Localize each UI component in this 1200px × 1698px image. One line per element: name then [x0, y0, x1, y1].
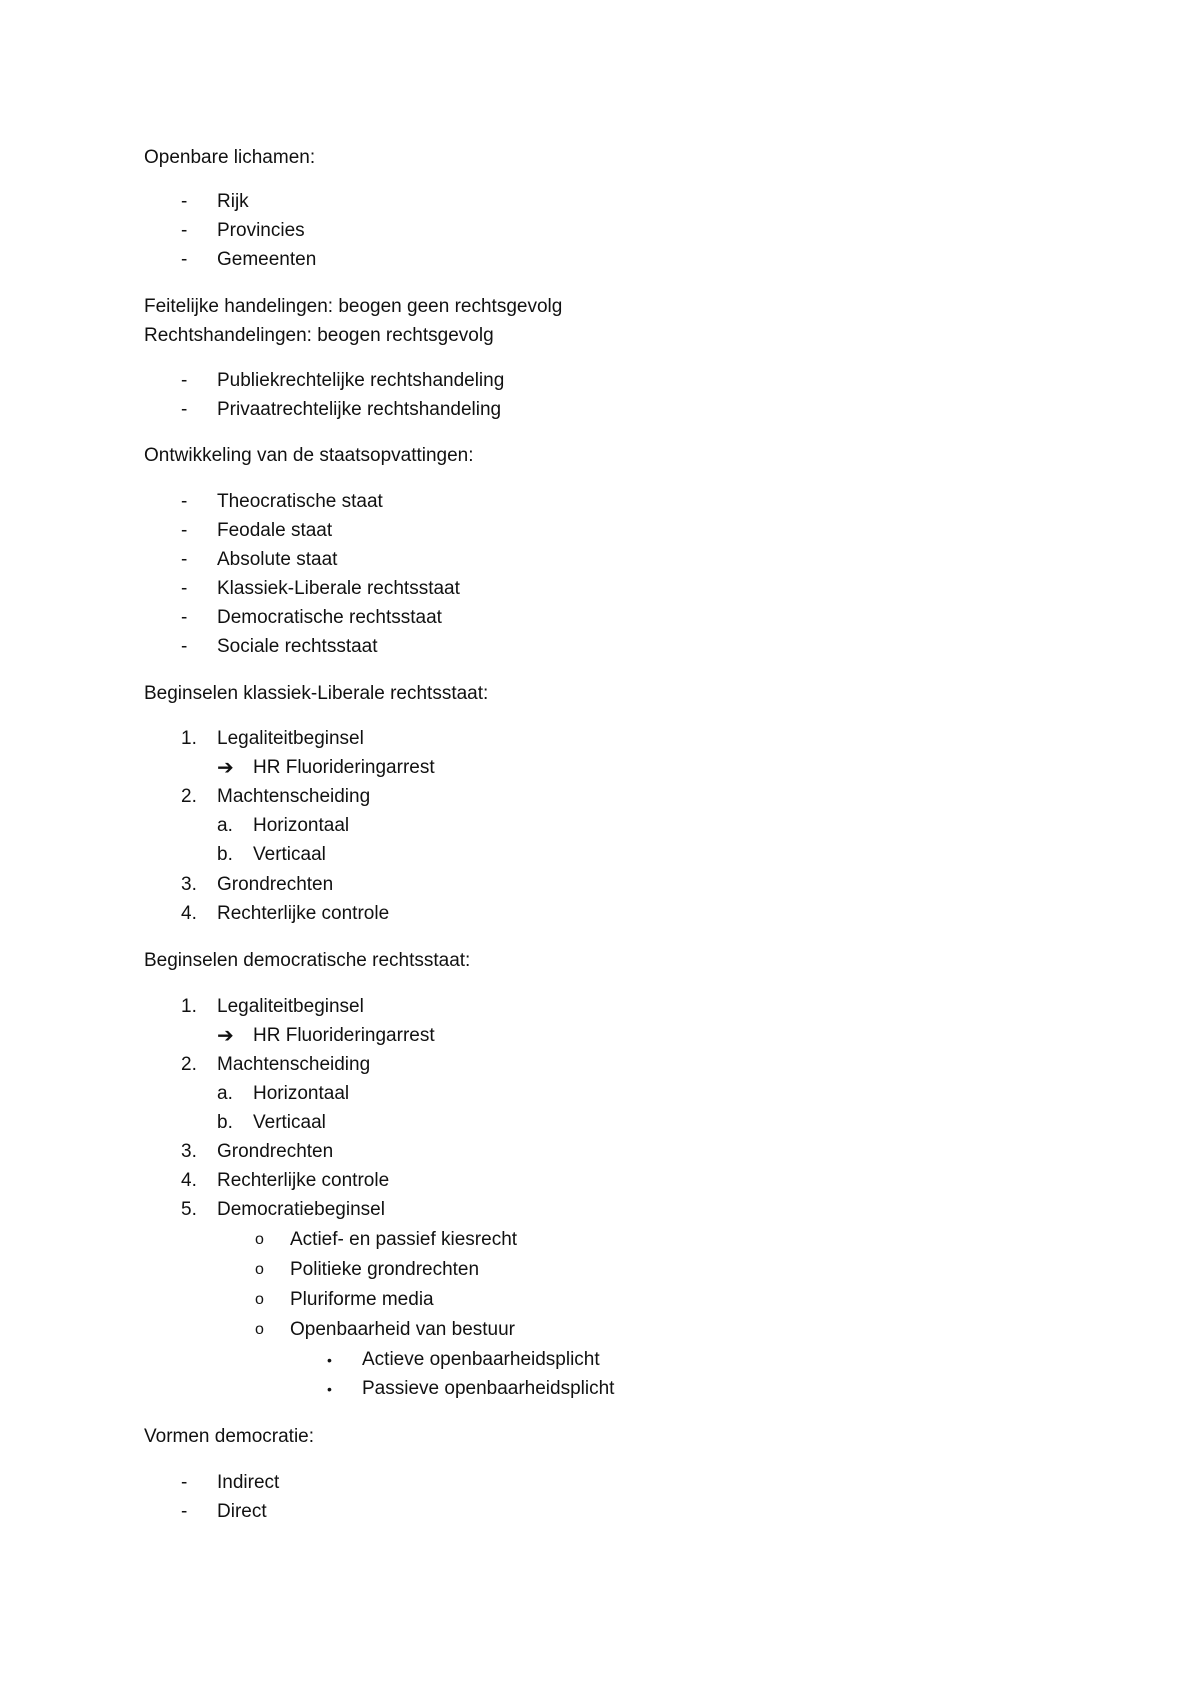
list-item: Grondrechten — [217, 874, 334, 895]
circle-bullet-icon: o — [255, 1231, 264, 1248]
dash-marker: - — [181, 549, 188, 570]
list-item: Absolute staat — [217, 549, 338, 570]
section-heading: Beginselen klassiek-Liberale rechtsstaat: — [144, 683, 489, 704]
paragraph-line: Rechtshandelingen: beogen rechtsgevolg — [144, 325, 494, 346]
list-item: Democratische rechtsstaat — [217, 607, 442, 628]
section-heading: Beginselen democratische rechtsstaat: — [144, 950, 471, 971]
dash-marker: - — [181, 1472, 188, 1493]
list-subitem: Openbaarheid van bestuur — [290, 1319, 515, 1340]
list-subitem: Passieve openbaarheidsplicht — [362, 1378, 615, 1399]
list-subitem: Actieve openbaarheidsplicht — [362, 1349, 600, 1370]
number-marker: 4. — [181, 903, 197, 924]
number-marker: 3. — [181, 874, 197, 895]
letter-marker: a. — [217, 1083, 233, 1104]
list-subitem: HR Fluorideringarrest — [253, 757, 435, 778]
list-item: Democratiebeginsel — [217, 1199, 385, 1220]
letter-marker: a. — [217, 815, 233, 836]
dash-marker: - — [181, 370, 188, 391]
bullet-icon: • — [327, 1352, 332, 1368]
list-subitem: HR Fluorideringarrest — [253, 1025, 435, 1046]
list-item: Machtenscheiding — [217, 1054, 371, 1075]
number-marker: 2. — [181, 786, 197, 807]
arrow-icon: ➔ — [217, 757, 234, 779]
list-item: Machtenscheiding — [217, 786, 371, 807]
dash-marker: - — [181, 607, 188, 628]
number-marker: 1. — [181, 728, 197, 749]
list-subitem: Verticaal — [253, 844, 326, 865]
dash-marker: - — [181, 220, 188, 241]
number-marker: 3. — [181, 1141, 197, 1162]
list-item: Sociale rechtsstaat — [217, 636, 378, 657]
list-subitem: Verticaal — [253, 1112, 326, 1133]
letter-marker: b. — [217, 844, 233, 865]
list-item: Legaliteitbeginsel — [217, 728, 364, 749]
list-item: Klassiek-Liberale rechtsstaat — [217, 578, 460, 599]
list-subitem: Horizontaal — [253, 1083, 350, 1104]
circle-bullet-icon: o — [255, 1261, 264, 1278]
dash-marker: - — [181, 636, 188, 657]
number-marker: 4. — [181, 1170, 197, 1191]
list-item: Direct — [217, 1501, 267, 1522]
list-item: Gemeenten — [217, 249, 317, 270]
list-item: Theocratische staat — [217, 491, 383, 512]
number-marker: 2. — [181, 1054, 197, 1075]
dash-marker: - — [181, 578, 188, 599]
dash-marker: - — [181, 491, 188, 512]
list-item: Rechterlijke controle — [217, 1170, 390, 1191]
bullet-icon: • — [327, 1381, 332, 1397]
circle-bullet-icon: o — [255, 1321, 264, 1338]
list-item: Legaliteitbeginsel — [217, 996, 364, 1017]
list-item: Grondrechten — [217, 1141, 334, 1162]
section-heading: Ontwikkeling van de staatsopvattingen: — [144, 445, 474, 466]
list-item: Feodale staat — [217, 520, 333, 541]
circle-bullet-icon: o — [255, 1291, 264, 1308]
list-subitem: Pluriforme media — [290, 1289, 434, 1310]
letter-marker: b. — [217, 1112, 233, 1133]
dash-marker: - — [181, 520, 188, 541]
list-item: Rijk — [217, 191, 249, 212]
arrow-icon: ➔ — [217, 1025, 234, 1047]
number-marker: 5. — [181, 1199, 197, 1220]
paragraph-line: Feitelijke handelingen: beogen geen rechtsgevolg — [144, 296, 563, 317]
list-subitem: Actief- en passief kiesrecht — [290, 1229, 518, 1250]
section-heading: Openbare lichamen: — [144, 147, 316, 168]
dash-marker: - — [181, 399, 188, 420]
list-subitem: Horizontaal — [253, 815, 350, 836]
list-item: Publiekrechtelijke rechtshandeling — [217, 370, 505, 391]
dash-marker: - — [181, 191, 188, 212]
number-marker: 1. — [181, 996, 197, 1017]
list-item: Rechterlijke controle — [217, 903, 390, 924]
list-item: Privaatrechtelijke rechtshandeling — [217, 399, 502, 420]
dash-marker: - — [181, 249, 188, 270]
list-subitem: Politieke grondrechten — [290, 1259, 480, 1280]
list-item: Provincies — [217, 220, 305, 241]
list-item: Indirect — [217, 1472, 280, 1493]
dash-marker: - — [181, 1501, 188, 1522]
section-heading: Vormen democratie: — [144, 1426, 315, 1447]
